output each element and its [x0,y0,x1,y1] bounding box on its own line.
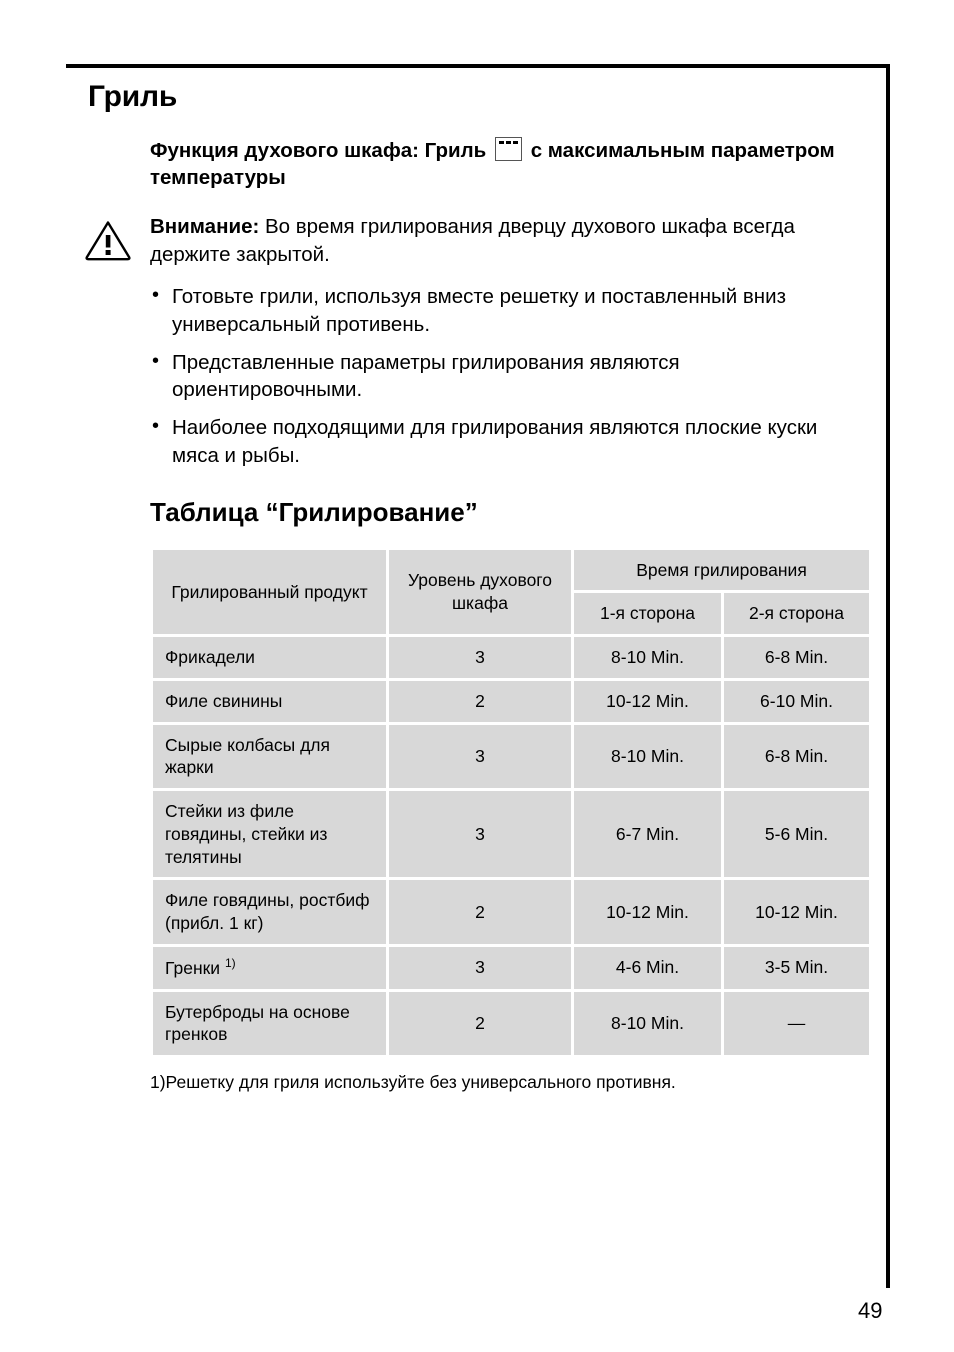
column-header-side1: 1-я сторона [574,593,721,634]
column-header-product: Грилированный продукт [153,550,386,635]
cell-side2: 10-12 Min. [724,880,869,944]
cell-side2: 3-5 Min. [724,947,869,989]
cell-side1: 10-12 Min. [574,880,721,944]
table-head [153,550,869,635]
table-row [153,725,869,789]
footnote-marker: 1) [224,955,236,970]
indented-body [150,137,866,1094]
cell-level: 3 [389,947,571,989]
warning-body: Во время грилирования дверцу духового шкафа всегда держите закрытой. [150,215,795,266]
list-item: • Наиболее подходящими для грилирования являются плоские куски мяса и рыбы. [150,414,866,470]
table-body [153,637,869,1055]
grill-tips-list [150,283,866,470]
cell-side1: 4-6 Min. [574,947,721,989]
list-item: • Готовьте грили, используя вместе решетку и поставленный вниз универсальный противень. [150,283,866,339]
cell-side1: 8-10 Min. [574,992,721,1056]
cell-side1: 8-10 Min. [574,725,721,789]
table-row [153,947,869,989]
table-row [153,791,869,877]
table-footnote: 1)Решетку для гриля используйте без универсального противня. [150,1072,676,1093]
cell-side2: 6-8 Min. [724,725,869,789]
page-top-rule [66,64,890,68]
cell-side2: 5-6 Min. [724,791,869,877]
cell-product: Филе свинины [153,681,386,722]
table-title: Таблица “Грилирование” [150,497,478,528]
cell-product: Сырые колбасы для жарки [153,725,386,789]
table-row [153,992,869,1056]
page-right-rule [886,64,890,1288]
cell-level: 3 [389,637,571,678]
grill-element-icon [495,137,522,161]
column-header-level: Уровень духового шкафа [389,550,571,635]
cell-level: 2 [389,681,571,722]
cell-side2: 6-8 Min. [724,637,869,678]
table-row [153,880,869,944]
oven-function-text-after: с максимальным параметром температуры [150,139,835,190]
cell-product: Филе говядины, ростбиф (прибл. 1 кг) [153,880,386,944]
cell-side1: 8-10 Min. [574,637,721,678]
cell-level: 3 [389,791,571,877]
cell-side1: 6-7 Min. [574,791,721,877]
warning-triangle-icon [84,219,132,261]
page-number: 49 [858,1298,883,1323]
table-header-row [153,550,869,591]
table-row [153,681,869,722]
cell-side2: 6-10 Min. [724,681,869,722]
warning-block [150,213,866,269]
cell-side1: 10-12 Min. [574,681,721,722]
cell-product: Фрикадели [153,637,386,678]
column-header-time: Время грилирования [574,550,869,591]
cell-level: 2 [389,992,571,1056]
warning-label: Внимание: [150,215,260,239]
cell-level: 2 [389,880,571,944]
cell-product: Бутерброды на основе гренков [153,992,386,1056]
cell-product-label: Гренки [165,957,221,978]
list-item: • Представленные параметры грилирования являются ориентировочными. [150,349,866,405]
cell-product [153,947,386,989]
cell-product: Стейки из филе говядины, стейки из телятины [153,791,386,877]
page-content [66,80,866,1094]
column-header-side2: 2-я сторона [724,593,869,634]
warning-text [150,213,866,269]
cell-level: 3 [389,725,571,789]
page-title: Гриль [88,80,178,113]
grilling-table [150,547,872,1058]
cell-side2: — [724,992,869,1056]
oven-function-text-before: Функция духового шкафа: Гриль [150,139,487,162]
oven-function-line [150,137,866,191]
table-row [153,637,869,678]
